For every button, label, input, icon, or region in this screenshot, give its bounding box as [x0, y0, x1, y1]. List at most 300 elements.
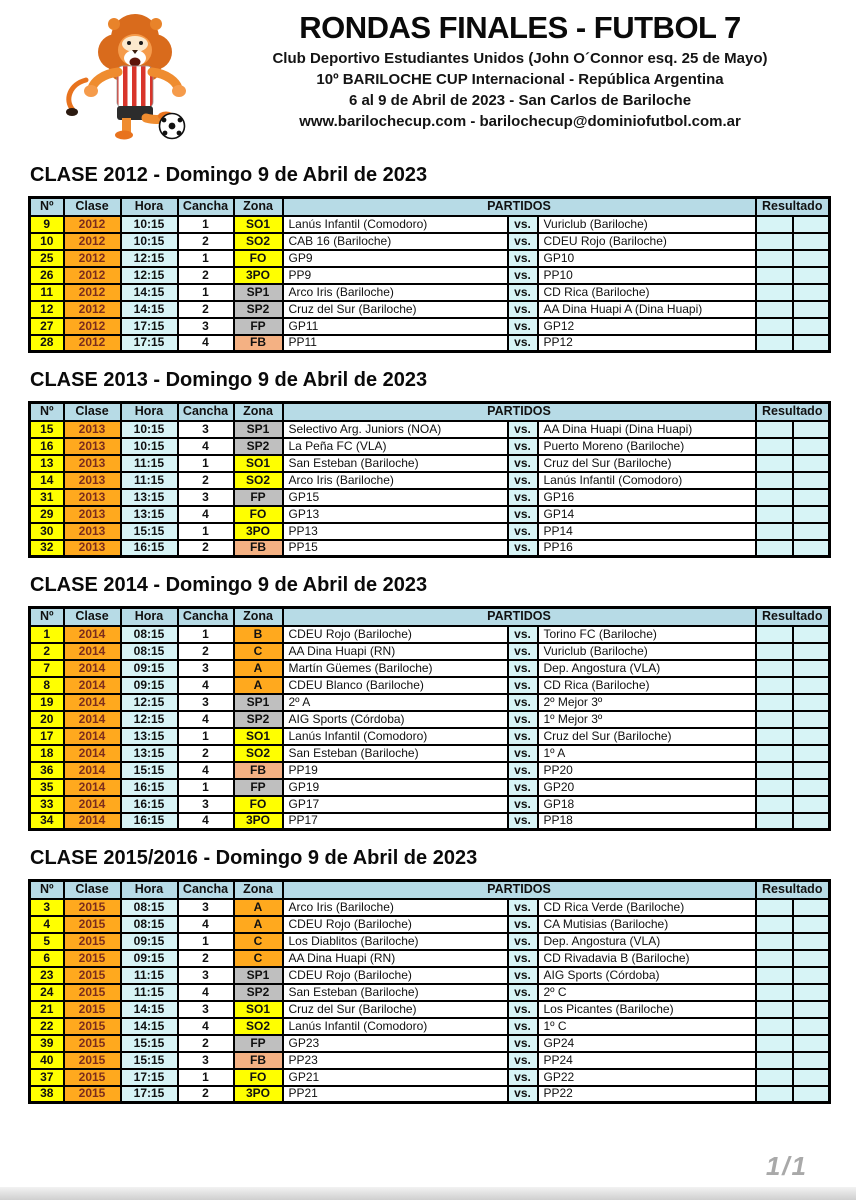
section-title: CLASE 2012 - Domingo 9 de Abril de 2023	[30, 164, 428, 186]
match-cancha: 3	[178, 1001, 234, 1018]
match-row	[30, 626, 830, 643]
col-header-clase: Clase	[64, 403, 121, 421]
result-cell-away	[793, 267, 830, 284]
match-number: 24	[30, 984, 64, 1001]
match-number: 28	[30, 335, 64, 352]
vs-label: vs.	[508, 899, 538, 916]
home-team: CDEU Rojo (Bariloche)	[283, 916, 508, 933]
match-number: 10	[30, 233, 64, 250]
match-hora: 09:15	[121, 677, 178, 694]
result-cell-home	[756, 779, 793, 796]
match-clase: 2015	[64, 1069, 121, 1086]
match-zona: 3PO	[234, 267, 283, 284]
match-row	[30, 745, 830, 762]
away-team: GP18	[538, 796, 756, 813]
match-zona: A	[234, 899, 283, 916]
away-team: PP20	[538, 762, 756, 779]
result-cell-home	[756, 506, 793, 523]
home-team: PP19	[283, 762, 508, 779]
col-header-resultado: Resultado	[756, 403, 830, 421]
col-header-cancha: Cancha	[178, 608, 234, 626]
match-number: 2	[30, 643, 64, 660]
home-team: Cruz del Sur (Bariloche)	[283, 301, 508, 318]
vs-label: vs.	[508, 540, 538, 557]
table-header-row	[30, 403, 830, 421]
match-clase: 2015	[64, 967, 121, 984]
match-clase: 2015	[64, 1018, 121, 1035]
schedule-table	[28, 196, 831, 353]
match-number: 18	[30, 745, 64, 762]
match-zona: SP1	[234, 967, 283, 984]
match-zona: SP1	[234, 284, 283, 301]
col-header-hora: Hora	[121, 403, 178, 421]
match-clase: 2013	[64, 455, 121, 472]
result-cell-home	[756, 916, 793, 933]
match-cancha: 4	[178, 438, 234, 455]
home-team: PP23	[283, 1052, 508, 1069]
home-team: San Esteban (Bariloche)	[283, 984, 508, 1001]
away-team: AA Dina Huapi (Dina Huapi)	[538, 421, 756, 438]
match-clase: 2013	[64, 506, 121, 523]
home-team: CAB 16 (Bariloche)	[283, 233, 508, 250]
match-hora: 15:15	[121, 1035, 178, 1052]
match-zona: SO1	[234, 455, 283, 472]
match-cancha: 2	[178, 301, 234, 318]
result-cell-away	[793, 1001, 830, 1018]
match-clase: 2014	[64, 643, 121, 660]
result-cell-home	[756, 1086, 793, 1103]
match-zona: 3PO	[234, 813, 283, 830]
result-cell-home	[756, 250, 793, 267]
vs-label: vs.	[508, 967, 538, 984]
result-cell-away	[793, 694, 830, 711]
away-team: PP22	[538, 1086, 756, 1103]
home-team: San Esteban (Bariloche)	[283, 455, 508, 472]
match-row	[30, 967, 830, 984]
match-hora: 17:15	[121, 1086, 178, 1103]
match-zona: FO	[234, 796, 283, 813]
match-number: 20	[30, 711, 64, 728]
home-team: 2º A	[283, 694, 508, 711]
match-row	[30, 284, 830, 301]
table-header-row	[30, 608, 830, 626]
table-body	[30, 899, 830, 1103]
match-zona: 3PO	[234, 523, 283, 540]
match-zona: 3PO	[234, 1086, 283, 1103]
match-number: 15	[30, 421, 64, 438]
match-zona: SO1	[234, 1001, 283, 1018]
home-team: La Peña FC (VLA)	[283, 438, 508, 455]
vs-label: vs.	[508, 1086, 538, 1103]
match-hora: 16:15	[121, 779, 178, 796]
match-clase: 2014	[64, 711, 121, 728]
match-zona: SP2	[234, 711, 283, 728]
match-cancha: 3	[178, 318, 234, 335]
result-cell-home	[756, 745, 793, 762]
match-zona: FO	[234, 506, 283, 523]
table-body	[30, 626, 830, 830]
home-team: Lanús Infantil (Comodoro)	[283, 728, 508, 745]
match-cancha: 2	[178, 745, 234, 762]
vs-label: vs.	[508, 677, 538, 694]
match-cancha: 4	[178, 335, 234, 352]
result-cell-home	[756, 796, 793, 813]
match-row	[30, 335, 830, 352]
match-number: 16	[30, 438, 64, 455]
match-number: 7	[30, 660, 64, 677]
match-zona: C	[234, 950, 283, 967]
result-cell-away	[793, 216, 830, 233]
match-number: 21	[30, 1001, 64, 1018]
match-cancha: 1	[178, 284, 234, 301]
result-cell-home	[756, 660, 793, 677]
match-cancha: 4	[178, 506, 234, 523]
result-cell-away	[793, 1052, 830, 1069]
home-team: GP9	[283, 250, 508, 267]
result-cell-away	[793, 728, 830, 745]
vs-label: vs.	[508, 745, 538, 762]
col-header-zona: Zona	[234, 881, 283, 899]
match-clase: 2014	[64, 694, 121, 711]
match-clase: 2013	[64, 523, 121, 540]
lion-mascot-icon	[42, 8, 214, 140]
document-header	[0, 0, 856, 148]
away-team: PP16	[538, 540, 756, 557]
home-team: GP23	[283, 1035, 508, 1052]
match-row	[30, 762, 830, 779]
match-clase: 2015	[64, 933, 121, 950]
match-number: 30	[30, 523, 64, 540]
away-team: Dep. Angostura (VLA)	[538, 660, 756, 677]
vs-label: vs.	[508, 250, 538, 267]
col-header-numero: Nº	[30, 403, 64, 421]
vs-label: vs.	[508, 950, 538, 967]
col-header-resultado: Resultado	[756, 198, 830, 216]
vs-label: vs.	[508, 472, 538, 489]
match-row	[30, 1052, 830, 1069]
result-cell-home	[756, 984, 793, 1001]
match-number: 38	[30, 1086, 64, 1103]
match-zona: C	[234, 933, 283, 950]
match-zona: FB	[234, 540, 283, 557]
result-cell-away	[793, 660, 830, 677]
away-team: GP10	[538, 250, 756, 267]
match-cancha: 4	[178, 711, 234, 728]
match-row	[30, 950, 830, 967]
match-hora: 16:15	[121, 796, 178, 813]
match-row	[30, 728, 830, 745]
away-team: AIG Sports (Córdoba)	[538, 967, 756, 984]
match-row	[30, 984, 830, 1001]
result-cell-home	[756, 301, 793, 318]
vs-label: vs.	[508, 318, 538, 335]
result-cell-away	[793, 284, 830, 301]
result-cell-away	[793, 335, 830, 352]
match-hora: 13:15	[121, 506, 178, 523]
vs-label: vs.	[508, 813, 538, 830]
home-team: Arco Iris (Bariloche)	[283, 284, 508, 301]
result-cell-home	[756, 950, 793, 967]
match-zona: FB	[234, 762, 283, 779]
col-header-partidos: PARTIDOS	[283, 608, 756, 626]
match-row	[30, 506, 830, 523]
away-team: CD Rica (Bariloche)	[538, 284, 756, 301]
result-cell-away	[793, 813, 830, 830]
header-subtitle-club: Club Deportivo Estudiantes Unidos (John O´Connor esq. 25 de Mayo)	[272, 50, 768, 67]
match-cancha: 3	[178, 421, 234, 438]
result-cell-away	[793, 677, 830, 694]
match-zona: FP	[234, 489, 283, 506]
match-cancha: 1	[178, 728, 234, 745]
vs-label: vs.	[508, 421, 538, 438]
home-team: PP21	[283, 1086, 508, 1103]
result-cell-home	[756, 899, 793, 916]
match-cancha: 3	[178, 1052, 234, 1069]
match-number: 14	[30, 472, 64, 489]
home-team: Cruz del Sur (Bariloche)	[283, 1001, 508, 1018]
match-hora: 08:15	[121, 916, 178, 933]
match-cancha: 4	[178, 762, 234, 779]
match-clase: 2013	[64, 489, 121, 506]
match-zona: SO2	[234, 1018, 283, 1035]
match-row	[30, 933, 830, 950]
match-cancha: 1	[178, 250, 234, 267]
match-zona: SP2	[234, 438, 283, 455]
match-cancha: 3	[178, 694, 234, 711]
match-cancha: 1	[178, 626, 234, 643]
result-cell-home	[756, 813, 793, 830]
match-hora: 10:15	[121, 421, 178, 438]
home-team: Los Diablitos (Bariloche)	[283, 933, 508, 950]
match-hora: 15:15	[121, 1052, 178, 1069]
away-team: PP12	[538, 335, 756, 352]
home-team: PP13	[283, 523, 508, 540]
match-number: 8	[30, 677, 64, 694]
home-team: CDEU Blanco (Bariloche)	[283, 677, 508, 694]
match-zona: B	[234, 626, 283, 643]
result-cell-home	[756, 284, 793, 301]
result-cell-away	[793, 523, 830, 540]
away-team: Dep. Angostura (VLA)	[538, 933, 756, 950]
home-team: GP11	[283, 318, 508, 335]
result-cell-home	[756, 267, 793, 284]
home-team: Selectivo Arg. Juniors (NOA)	[283, 421, 508, 438]
vs-label: vs.	[508, 711, 538, 728]
result-cell-home	[756, 523, 793, 540]
match-clase: 2014	[64, 779, 121, 796]
away-team: AA Dina Huapi A (Dina Huapi)	[538, 301, 756, 318]
result-cell-away	[793, 250, 830, 267]
match-cancha: 4	[178, 984, 234, 1001]
away-team: Torino FC (Bariloche)	[538, 626, 756, 643]
vs-label: vs.	[508, 1069, 538, 1086]
away-team: 1º C	[538, 1018, 756, 1035]
match-zona: SP2	[234, 984, 283, 1001]
result-cell-away	[793, 643, 830, 660]
match-zona: FP	[234, 318, 283, 335]
match-number: 29	[30, 506, 64, 523]
match-clase: 2012	[64, 267, 121, 284]
match-clase: 2014	[64, 626, 121, 643]
vs-label: vs.	[508, 660, 538, 677]
match-hora: 14:15	[121, 1001, 178, 1018]
match-cancha: 4	[178, 677, 234, 694]
match-cancha: 1	[178, 933, 234, 950]
result-cell-away	[793, 711, 830, 728]
page-title: RONDAS FINALES - FUTBOL 7	[299, 10, 741, 45]
table-body	[30, 421, 830, 557]
col-header-clase: Clase	[64, 608, 121, 626]
match-hora: 15:15	[121, 523, 178, 540]
vs-label: vs.	[508, 1001, 538, 1018]
match-zona: SP1	[234, 421, 283, 438]
result-cell-home	[756, 933, 793, 950]
result-cell-home	[756, 677, 793, 694]
vs-label: vs.	[508, 643, 538, 660]
away-team: CD Rivadavia B (Bariloche)	[538, 950, 756, 967]
col-header-hora: Hora	[121, 608, 178, 626]
match-zona: FB	[234, 335, 283, 352]
home-team: AIG Sports (Córdoba)	[283, 711, 508, 728]
home-team: CDEU Rojo (Bariloche)	[283, 967, 508, 984]
result-cell-away	[793, 745, 830, 762]
match-zona: FB	[234, 1052, 283, 1069]
match-zona: A	[234, 916, 283, 933]
vs-label: vs.	[508, 455, 538, 472]
home-team: Arco Iris (Bariloche)	[283, 472, 508, 489]
col-header-numero: Nº	[30, 608, 64, 626]
match-number: 40	[30, 1052, 64, 1069]
match-row	[30, 660, 830, 677]
result-cell-home	[756, 233, 793, 250]
match-row	[30, 1018, 830, 1035]
match-number: 11	[30, 284, 64, 301]
col-header-zona: Zona	[234, 403, 283, 421]
match-clase: 2013	[64, 472, 121, 489]
result-cell-away	[793, 899, 830, 916]
result-cell-home	[756, 1035, 793, 1052]
match-clase: 2014	[64, 660, 121, 677]
home-team: CDEU Rojo (Bariloche)	[283, 626, 508, 643]
col-header-zona: Zona	[234, 198, 283, 216]
away-team: Cruz del Sur (Bariloche)	[538, 728, 756, 745]
match-cancha: 3	[178, 660, 234, 677]
match-clase: 2012	[64, 216, 121, 233]
vs-label: vs.	[508, 335, 538, 352]
match-row	[30, 472, 830, 489]
match-row	[30, 540, 830, 557]
result-cell-away	[793, 1035, 830, 1052]
match-number: 35	[30, 779, 64, 796]
header-subtitle-contact: www.barilochecup.com - barilochecup@dominiofutbol.com.ar	[299, 113, 741, 130]
match-row	[30, 216, 830, 233]
match-cancha: 1	[178, 523, 234, 540]
match-row	[30, 796, 830, 813]
match-cancha: 4	[178, 916, 234, 933]
match-clase: 2015	[64, 1035, 121, 1052]
match-hora: 10:15	[121, 233, 178, 250]
home-team: GP13	[283, 506, 508, 523]
away-team: GP20	[538, 779, 756, 796]
result-cell-away	[793, 540, 830, 557]
result-cell-away	[793, 950, 830, 967]
result-cell-home	[756, 1001, 793, 1018]
match-row	[30, 779, 830, 796]
match-row	[30, 438, 830, 455]
match-row	[30, 455, 830, 472]
class-section	[0, 164, 856, 353]
vs-label: vs.	[508, 933, 538, 950]
match-hora: 13:15	[121, 728, 178, 745]
match-clase: 2014	[64, 728, 121, 745]
match-hora: 14:15	[121, 1018, 178, 1035]
match-clase: 2013	[64, 421, 121, 438]
match-cancha: 2	[178, 233, 234, 250]
match-zona: SP1	[234, 694, 283, 711]
match-hora: 16:15	[121, 813, 178, 830]
match-row	[30, 916, 830, 933]
match-row	[30, 1069, 830, 1086]
match-hora: 09:15	[121, 950, 178, 967]
away-team: Vuriclub (Bariloche)	[538, 643, 756, 660]
match-clase: 2014	[64, 813, 121, 830]
result-cell-away	[793, 1086, 830, 1103]
result-cell-home	[756, 216, 793, 233]
match-hora: 09:15	[121, 933, 178, 950]
col-header-partidos: PARTIDOS	[283, 198, 756, 216]
vs-label: vs.	[508, 984, 538, 1001]
home-team: Lanús Infantil (Comodoro)	[283, 1018, 508, 1035]
result-cell-home	[756, 421, 793, 438]
match-row	[30, 643, 830, 660]
result-cell-away	[793, 779, 830, 796]
match-number: 37	[30, 1069, 64, 1086]
vs-label: vs.	[508, 1035, 538, 1052]
match-hora: 12:15	[121, 267, 178, 284]
col-header-clase: Clase	[64, 198, 121, 216]
vs-label: vs.	[508, 233, 538, 250]
home-team: AA Dina Huapi (RN)	[283, 950, 508, 967]
match-row	[30, 421, 830, 438]
class-section	[0, 574, 856, 831]
result-cell-away	[793, 1069, 830, 1086]
match-cancha: 3	[178, 796, 234, 813]
match-clase: 2014	[64, 745, 121, 762]
match-cancha: 1	[178, 1069, 234, 1086]
match-number: 32	[30, 540, 64, 557]
match-number: 3	[30, 899, 64, 916]
home-team: GP17	[283, 796, 508, 813]
vs-label: vs.	[508, 523, 538, 540]
match-row	[30, 1086, 830, 1103]
header-subtitle-cup: 10º BARILOCHE CUP Internacional - República Argentina	[316, 71, 724, 88]
col-header-zona: Zona	[234, 608, 283, 626]
match-clase: 2012	[64, 284, 121, 301]
result-cell-home	[756, 626, 793, 643]
vs-label: vs.	[508, 728, 538, 745]
vs-label: vs.	[508, 626, 538, 643]
section-title: CLASE 2014 - Domingo 9 de Abril de 2023	[30, 574, 428, 596]
away-team: CD Rica Verde (Bariloche)	[538, 899, 756, 916]
match-row	[30, 677, 830, 694]
match-clase: 2015	[64, 950, 121, 967]
result-cell-away	[793, 301, 830, 318]
away-team: GP24	[538, 1035, 756, 1052]
result-cell-away	[793, 762, 830, 779]
vs-label: vs.	[508, 1018, 538, 1035]
match-row	[30, 318, 830, 335]
result-cell-home	[756, 967, 793, 984]
